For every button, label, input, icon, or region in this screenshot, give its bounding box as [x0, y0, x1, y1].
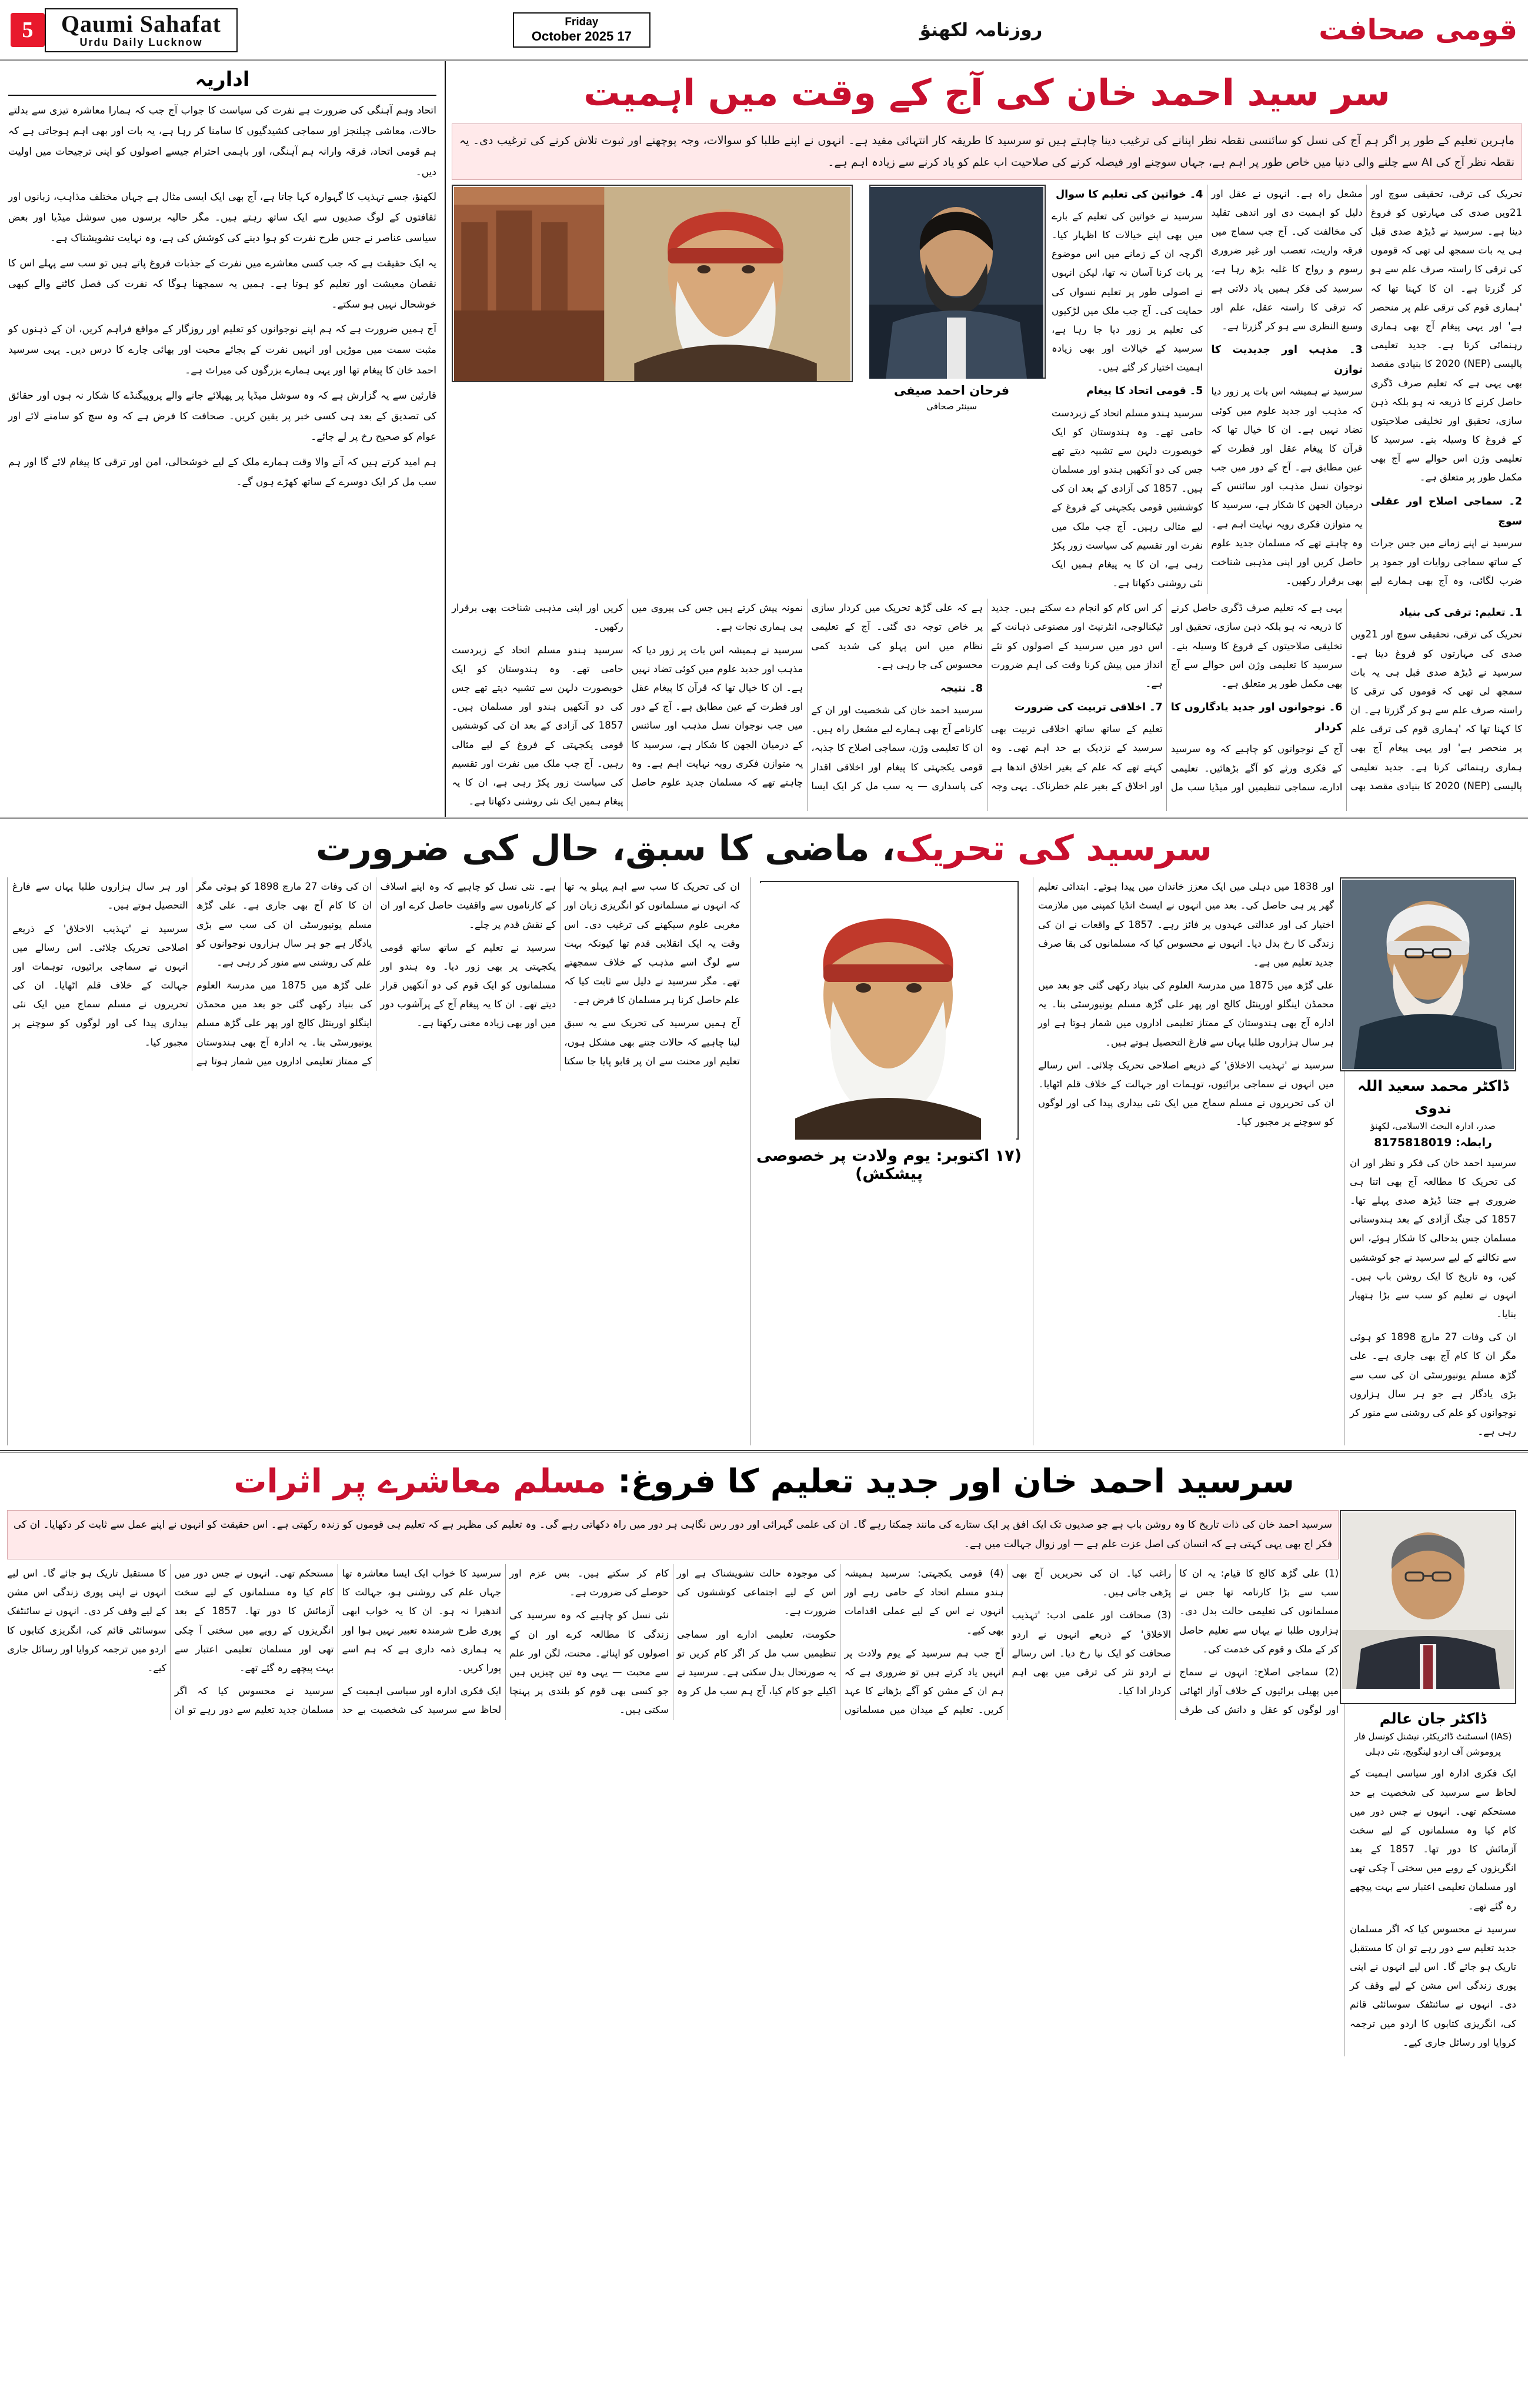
editorial-para: لکھنؤ، جسے تہذیب کا گہوارہ کہا جاتا ہے، آج بھی ایک ایسی مثال ہے جہاں مختلف مذاہب، زبانوں اور ثقافتوں کے لوگ صدیوں سے ایک ساتھ رہتے ہیں۔ مگر حالیہ برسوں میں سوشل میڈیا اور بعض سیاسی عناصر نے جس طرح نفرت کو ہوا دینے کی کوشش کی ہے، وہ نہایت تشویشناک ہے۔: [8, 191, 436, 245]
article-1-subhead: 4۔ خواتین کی تعلیم کا سوال: [1055, 188, 1203, 201]
article-3-para: سرسید نے محسوس کیا کہ اگر مسلمان جدید تعلیم سے دور رہے تو ان کا مستقبل تاریک ہو جائے گا۔ اس لیے انہوں نے اپنی پوری زندگی اس مشن کے لیے وقف کر دی۔ انہوں نے سائنٹفک سوسائٹی قائم کی، انگریزی کتابوں کا اردو میں ترجمہ کروایا اور رسائل جاری کیے۔: [1350, 1923, 1516, 2048]
article-3-para: نئی نسل کو چاہیے کہ وہ سرسید کی زندگی کا مطالعہ کرے اور ان کے اصولوں کو اپنائے۔ محنت، لگن اور علم سے محبت — یہی وہ تین چیزیں ہیں جو کسی بھی قوم کو بلندی پر پہنچا سکتی ہیں۔: [509, 1609, 669, 1716]
article-1-para: سرسید نے ہمیشہ اس بات پر زور دیا کہ مذہب اور جدید علوم میں کوئی تضاد نہیں ہے۔ ان کا خیال تھا کہ قرآن کا پیغام عقل اور فطرت کے عین مطابق ہے۔ آج کے دور میں جب نوجوان نسل مذہب اور سائنس کے درمیان الجھن کا شکار ہے، سرسید کا یہ متوازن فکری رویہ نہایت اہم ہے۔ وہ چاہتے تھے کہ مسلمان جدید علوم حاصل کریں اور اپنی مذہبی شناخت بھی برقرار رکھیں۔: [1211, 386, 1363, 587]
headline-article-1: سر سید احمد خان کی آج کے وقت میں اہمیت: [583, 71, 1390, 114]
article-1-para: سرسید احمد خان کی شخصیت اور ان کے کارنامے آج بھی ہمارے لیے مشعل راہ ہیں۔ ان کا تعلیمی وژن، سماجی اصلاح کا جذبہ، قومی یکجہتی کا پیغام اور اخلاقی اقدار کی پاسداری — یہ سب مل کر ایک ایسا نمونہ پیش کرتے ہیں جس کی پیروی میں ہی ہماری نجات ہے۔: [631, 602, 983, 791]
article-3-para: حکومت، تعلیمی ادارے اور سماجی تنظیمیں سب مل کر اگر کام کریں تو یہ صورتحال بدل سکتی ہے۔ سرسید نے اکیلے جو کام کیا، آج ہم سب مل کر وہ کام کر سکتے ہیں۔ بس عزم اور حوصلے کی ضرورت ہے۔: [509, 1568, 836, 1697]
article-1-para: سرسید ہندو مسلم اتحاد کے زبردست حامی تھے۔ وہ ہندوستان کو ایک خوبصورت دلہن سے تشبیہ دیتے تھے جس کی دو آنکھیں ہندو اور مسلمان ہیں۔ 1857 کی آزادی کے بعد ان کی کوششیں قومی یکجہتی کے فروغ کے لیے مثالی رہیں۔ آج جب ملک میں نفرت اور تقسیم کی سیاست زور پکڑ رہی ہے، ان کا یہ پیغام ہمیں ایک نئی روشنی دکھاتا ہے۔: [452, 644, 623, 807]
photo-author-2: [1340, 877, 1516, 1071]
masthead: [0, 0, 1528, 61]
article-1-para: سرسید ہندو مسلم اتحاد کے زبردست حامی تھے۔ وہ ہندوستان کو ایک خوبصورت دلہن سے تشبیہ دیتے تھے جس کی دو آنکھیں ہندو اور مسلمان ہیں۔ 1857 کی آزادی کے بعد ان کی کوششیں قومی یکجہتی کے فروغ کے لیے مثالی رہیں۔ آج جب ملک میں نفرت اور تقسیم کی سیاست زور پکڑ رہی ہے، ان کا یہ پیغام ہمیں ایک نئی روشنی دکھاتا ہے۔: [1052, 407, 1203, 589]
article-2-para: علی گڑھ میں 1875 میں مدرسۃ العلوم کی بنیاد رکھی گئی جو بعد میں محمڈن اینگلو اورینٹل کالج اور پھر علی گڑھ مسلم یونیورسٹی بنا۔ یہ ادارہ آج بھی ہندوستان کے ممتاز تعلیمی اداروں میں شمار ہوتا ہے اور ہر سال ہزاروں طلبا یہاں سے فارغ التحصیل ہوتے ہیں۔: [1038, 980, 1334, 1048]
headline-2-red: سرسید کی تحریک: [895, 828, 1213, 870]
editorial-column: [0, 61, 445, 817]
article-1-para: تحریک کی ترقی، تحقیقی سوچ اور 21ویں صدی کی مہارتوں کو فروغ دینا ہے۔ سرسید نے ڈیڑھ صدی قبل ہی یہ بات سمجھ لی تھی کہ قوموں کی ترقی کا راستہ صرف علم سے ہو کر گزرتا ہے۔ ان کا کہنا تھا کہ 'ہماری قوم کی ترقی علم پر منحصر ہے' اور یہی پیغام آج بھی ہماری رہنمائی کرتا ہے۔ جدید تعلیمی پالیسی (NEP) 2020 کا بنیادی مقصد بھی یہی ہے کہ تعلیم صرف ڈگری حاصل کرنے کا ذریعہ نہ ہو بلکہ ذہن سازی، تحقیق اور تخلیقی صلاحیتوں کے فروغ کا وسیلہ بنے۔ سرسید کا تعلیمی وژن اس حوالے سے آج بھی مکمل طور پر متعلق ہے۔: [1370, 188, 1522, 483]
article-3-para: (3) صحافت اور علمی ادب: 'تہذیب الاخلاق' کے ذریعے انہوں نے اردو صحافت کو ایک نیا رخ دیا۔ اس رسالے نے اردو نثر کی ترقی میں بھی اہم کردار ادا کیا۔: [1012, 1609, 1172, 1697]
article-2-para: ان کی وفات 27 مارچ 1898 کو ہوئی مگر ان کا کام آج بھی جاری ہے۔ علی گڑھ مسلم یونیورسٹی ان کی سب سے بڑی یادگار ہے جو ہر سال ہزاروں نوجوانوں کو علم کی روشنی سے منور کر رہی ہے۔: [1350, 1331, 1517, 1438]
headline-3-red: مسلم معاشرے پر اثرات: [233, 1462, 606, 1501]
headline-2-black: ، ماضی کا سبق، حال کی ضرورت: [315, 828, 896, 870]
section-one-main: [445, 61, 1528, 817]
photo-author-1: [869, 185, 1046, 379]
editorial-para: یہ ایک حقیقت ہے کہ جب کسی معاشرے میں نفرت کے جذبات فروغ پاتے ہیں تو سب سے پہلے اس کا نقصان معیشت اور تعلیم کو ہوتا ہے۔ ہمیں یہ سمجھنا ہوگا کہ نفرت کی فصل کاٹنے والے کبھی خوشحال نہیں ہو سکتے۔: [8, 257, 436, 310]
section-one: [0, 61, 1528, 819]
article-2-para: ان کی وفات 27 مارچ 1898 کو ہوئی مگر ان کا کام آج بھی جاری ہے۔ علی گڑھ مسلم یونیورسٹی ان کی سب سے بڑی یادگار ہے جو ہر سال ہزاروں نوجوانوں کو علم کی روشنی سے منور کر رہی ہے۔: [196, 881, 372, 968]
page-number: 5: [11, 13, 45, 47]
author-3-name: ڈاکٹر جان عالم: [1379, 1709, 1487, 1727]
article-3-para: ایک فکری ادارہ اور سیاسی اہمیت کے لحاظ سے سرسید کی شخصیت بے حد مستحکم تھی۔ انہوں نے جس دور میں کام کیا وہ مسلمانوں کے لیے سخت آزمائش کا دور تھا۔ 1857 کے بعد انگریزوں کے رویے میں سختی آ چکی تھی اور مسلمان تعلیمی اعتبار سے بہت پیچھے رہ گئے تھے۔: [1350, 1768, 1516, 1912]
article-1-para: سرسید نے اپنے زمانے میں جس جرات کے ساتھ سماجی روایات اور جمود پر ضرب لگائی، وہ آج بھی ہمارے لیے مشعل راہ ہے۔ انہوں نے عقل اور دلیل کو اہمیت دی اور اندھی تقلید کی مخالفت کی۔ آج جب سماج میں فرقہ واریت، تعصب اور غیر ضروری رسوم و رواج کا غلبہ بڑھ رہا ہے، سرسید کی فکر ہمیں یاد دلاتی ہے کہ ترقی کا راستہ عقل، علم اور وسیع النظری سے ہو کر گزرتا ہے۔: [1211, 188, 1522, 587]
article-3-lead: سرسید احمد خان کی ذات تاریخ کا وہ روشن باب ہے جو صدیوں تک ایک افق پر ایک ستارے کی مانند چمکتا رہے گا۔ ان کی علمی گہرائی اور دور رس نگاہی ہر دور میں راہ دکھاتی رہے گی۔ وہ تعلیم کی مظہر ہے کہ تعلیم ہی قوموں کو زندہ رکھتی ہے۔ اس حقیقت کو انہوں نے اپنے عمل سے ثابت کر دکھایا۔ ان کی فکر اج بھی یہی کہتی ہے کہ انسان کی اصل عزت علم ہے — اور زوال جہالت میں ہے۔: [7, 1510, 1339, 1559]
section-2-kicker: (۱۷ اکتوبر: یوم ولادت پر خصوصی پیشکش): [756, 1147, 1022, 1184]
article-2-para: سرسید نے 'تہذیب الاخلاق' کے ذریعے اصلاحی تحریک چلائی۔ اس رسالے میں انہوں نے سماجی برائیوں، توہمات اور جہالت کے خلاف قلم اٹھایا۔ ان کی تحریروں نے مسلم سماج میں ایک نئی بیداری پیدا کی اور لوگوں کو سوچنے پر مجبور کیا۔: [1038, 1059, 1334, 1128]
masthead-urdu-title: قومی صحافت: [1319, 14, 1517, 46]
section-three: [0, 1452, 1528, 2056]
editorial-para: ہم امید کرتے ہیں کہ آنے والا وقت ہمارے ملک کے لیے خوشحالی، امن اور ترقی کا پیغام لائے گا اور ہم سب مل کر ایک دوسرے کے ساتھ کھڑے ہوں گے۔: [8, 456, 436, 489]
article-2-para: سرسید احمد خان کی فکر و نظر اور ان کی تحریک کا مطالعہ آج بھی اتنا ہی ضروری ہے جتنا ڈیڑھ صدی پہلے تھا۔ 1857 کی جنگ آزادی کے بعد ہندوستانی مسلمان جس بدحالی کا شکار ہوئے، اس سے نکالنے کے لیے سرسید نے جو کوششیں کیں، وہ تاریخ کا ایک روشن باب ہیں۔ انہوں نے تعلیم کو سب سے بڑا ہتھیار بنایا۔: [1350, 1157, 1516, 1320]
brand-box: [45, 8, 238, 52]
masthead-urdu-subtitle: روزنامہ لکھنؤ: [919, 19, 1043, 41]
article-2-para: آج ہمیں سرسید کی تحریک سے یہ سبق لینا چاہیے کہ حالات جتنے بھی مشکل ہوں، تعلیم اور محنت سے ان پر قابو پایا جا سکتا ہے۔ نئی نسل کو چاہیے کہ وہ اپنے اسلاف کے کارناموں سے واقفیت حاصل کرے اور ان کے نقش قدم پر چلے۔: [380, 881, 740, 1067]
editorial-divider: [8, 95, 436, 96]
article-2-para: سرسید نے تعلیم کے ساتھ ساتھ قومی یکجہتی پر بھی زور دیا۔ وہ ہندو اور مسلمانوں کو ایک قوم کی دو آنکھیں قرار دیتے تھے۔ ان کا یہ پیغام آج کے پرآشوب دور میں اور بھی زیادہ معنی رکھتا ہے۔: [380, 941, 556, 1029]
article-1-subhead: 8۔ نتیجہ: [940, 682, 983, 694]
article-1-subhead: 1۔ تعلیم: ترقی کی بنیاد: [1399, 607, 1522, 619]
article-1-subhead: 7۔ اخلاقی تربیت کی ضرورت: [1014, 702, 1163, 714]
article-2-para: ان کی تحریک کا سب سے اہم پہلو یہ تھا کہ انہوں نے مسلمانوں کو انگریزی زبان اور مغربی علوم سیکھنے کی ترغیب دی۔ اس وقت یہ ایک انقلابی قدم تھا کیونکہ بہت سے لوگ اسے مذہب کے خلاف سمجھتے تھے۔ مگر سرسید نے دلیل سے ثابت کیا کہ علم حاصل کرنا ہر مسلمان کا فرض ہے۔: [564, 881, 740, 1006]
author-block-3: [1350, 1708, 1516, 1760]
article-3-para: (1) علی گڑھ کالج کا قیام: یہ ان کا سب سے بڑا کارنامہ تھا جس نے مسلمانوں کی تعلیمی حالت بدل دی۔ ہزاروں طلبا نے یہاں سے تعلیم حاصل کر کے ملک و قوم کی خدمت کی۔: [1179, 1568, 1339, 1655]
date-day: Friday: [565, 16, 599, 28]
article-1-para: تعلیم کے ساتھ ساتھ اخلاقی تربیت بھی سرسید کے نزدیک بے حد اہم تھی۔ وہ کہتے تھے کہ علم کے بغیر اخلاق اندھا ہے اور اخلاق کے بغیر علم خطرناک۔ یہی وجہ ہے کہ علی گڑھ تحریک میں کردار سازی پر خاص توجہ دی گئی۔ آج کے تعلیمی نظام میں اس پہلو کی شدید کمی محسوس کی جا رہی ہے۔: [811, 602, 1163, 791]
article-3-para: (2) سماجی اصلاح: انہوں نے سماج میں پھیلی برائیوں کے خلاف آواز اٹھائی اور لوگوں کو عقل و دانش کی طرف راغب کیا۔ ان کی تحریریں آج بھی پڑھی جاتی ہیں۔: [1012, 1568, 1339, 1716]
editorial-para: اتحاد وہم آہنگی کی ضرورت ہے نفرت کی سیاست کا جواب آج جب کہ ہمارا معاشرہ تیزی سے بدلتے حالات، معاشی چیلنجز اور سماجی کشیدگیوں کا سامنا کر رہا ہے، یہ بات اور بھی اہم ہوجاتی ہے کہ ہم قومی اتحاد، فرقہ وارانہ ہم آہنگی، اور باہمی احترام جیسے اصولوں کو اپنی ترجیحات میں اولیت دیں۔: [8, 105, 436, 178]
author-2-desc: صدر، ادارہ البحث الاسلامی، لکھنؤ: [1370, 1121, 1496, 1132]
photo-sir-syed-2: [760, 881, 1019, 1140]
article-3-para: (4) قومی یکجہتی: سرسید ہمیشہ ہندو مسلم اتحاد کے حامی رہے اور انہوں نے اس کے لیے عملی اقدامات بھی کیے۔: [844, 1568, 1004, 1636]
author-1-desc: سینئر صحافی: [926, 401, 977, 412]
article-1-subhead: 2۔ سماجی اصلاح اور عقلی سوچ: [1370, 495, 1522, 527]
photo-caption-1: [858, 382, 1046, 413]
article-1-para: سرسید نے خواتین کی تعلیم کے بارے میں بھی اپنے خیالات کا اظہار کیا۔ اگرچہ ان کے زمانے میں اس موضوع پر بات کرنا آسان نہ تھا، لیکن انہوں نے اصولی طور پر تعلیم نسواں کی حمایت کی۔ آج جب ملک میں لڑکیوں کی تعلیم پر زور دیا جا رہا ہے، سرسید کے خیالات اور بھی زیادہ اہمیت اختیار کر گئے ہیں۔: [1052, 210, 1203, 373]
article-1-para: تحریک کی ترقی، تحقیقی سوچ اور 21ویں صدی کی مہارتوں کو فروغ دینا ہے۔ سرسید نے ڈیڑھ صدی قبل ہی یہ بات سمجھ لی تھی کہ قوموں کی ترقی کا راستہ صرف علم سے ہو کر گزرتا ہے۔ ان کا کہنا تھا کہ 'ہماری قوم کی ترقی علم پر منحصر ہے' اور یہی پیغام آج بھی ہماری رہنمائی کرتا ہے۔ جدید تعلیمی پالیسی (NEP) 2020 کا بنیادی مقصد بھی یہی ہے کہ تعلیم صرف ڈگری حاصل کرنے کا ذریعہ نہ ہو بلکہ ذہن سازی، تحقیق اور تخلیقی صلاحیتوں کے فروغ کا وسیلہ بنے۔ سرسید کا تعلیمی وژن اس حوالے سے آج بھی مکمل طور پر متعلق ہے۔: [1170, 602, 1522, 791]
article-1-para: آج کے نوجوانوں کو چاہیے کہ وہ سرسید کے فکری ورثے کو آگے بڑھائیں۔ تعلیمی ادارے، سماجی تنظیمیں اور میڈیا سب مل کر اس کام کو انجام دے سکتے ہیں۔ جدید ٹیکنالوجی، انٹرنیٹ اور مصنوعی ذہانت کے اس دور میں سرسید کے اصولوں کو نئے انداز میں پیش کرنا وقت کی اہم ضرورت ہے۔: [991, 602, 1343, 793]
author-1-name: فرحان احمد صیفی: [893, 383, 1010, 398]
article-2-para: سرسید نے 'تہذیب الاخلاق' کے ذریعے اصلاحی تحریک چلائی۔ اس رسالے میں انہوں نے سماجی برائیوں، توہمات اور جہالت کے خلاف قلم اٹھایا۔ ان کی تحریروں نے مسلم سماج میں ایک نئی بیداری پیدا کی اور لوگوں کو سوچنے پر مجبور کیا۔: [12, 923, 188, 1048]
article-3-para: سرسید نے محسوس کیا کہ اگر مسلمان جدید تعلیم سے دور رہے تو ان کا مستقبل تاریک ہو جائے گا۔ اس لیے انہوں نے اپنی پوری زندگی اس مشن کے لیے وقف کر دی۔ انہوں نے سائنٹفک سوسائٹی قائم کی، انگریزی کتابوں کا اردو میں ترجمہ کروایا اور رسائل جاری کیے۔: [7, 1568, 334, 1716]
author-2-name: ڈاکٹر محمد سعید اللہ ندوی: [1357, 1077, 1509, 1117]
article-1-subhead: 5۔ قومی اتحاد کا پیغام: [1086, 385, 1203, 398]
author-block-2: [1350, 1075, 1516, 1441]
headline-3-black: سرسید احمد خان اور جدید تعلیم کا فروغ:: [606, 1462, 1295, 1501]
headline-article-3: [0, 1452, 1528, 1510]
editorial-para: آج ہمیں ضرورت ہے کہ ہم اپنے نوجوانوں کو تعلیم اور روزگار کے مواقع فراہم کریں، ان کے ذہنوں کو مثبت سمت میں موڑیں اور انہیں نفرت کے بجائے محبت اور بھائی چارے کا درس دیں۔ یہی سرسید احمد خان کا پیغام تھا اور یہی ہمارے بزرگوں کی میراث ہے۔: [8, 323, 436, 377]
article-1-subhead: 3۔ مذہب اور جدیدیت کا توازن: [1211, 344, 1363, 376]
photo-author-3: [1340, 1510, 1516, 1704]
article-3-para: آج جب ہم سرسید کے یوم ولادت پر انہیں یاد کرتے ہیں تو ضروری ہے کہ ہم ان کے مشن کو آگے بڑھانے کا عہد کریں۔ تعلیم کے میدان میں مسلمانوں کی موجودہ حالت تشویشناک ہے اور اس کے لیے اجتماعی کوششوں کی ضرورت ہے۔: [677, 1568, 1004, 1716]
article-1-subhead: 6۔ نوجوانوں اور جدید یادگاروں کا کردار: [1170, 702, 1343, 734]
article-2-para: اور 1838 میں دہلی میں ایک معزز خاندان میں پیدا ہوئے۔ ابتدائی تعلیم گھر پر ہی حاصل کی۔ بعد میں انہوں نے ایسٹ انڈیا کمپنی میں ملازمت اختیار کی اور عدالتی عہدوں پر فائز رہے۔ 1857 کے واقعات نے ان کی زندگی کا رخ بدل دیا۔ انہوں نے محسوس کیا کہ مسلمانوں کی بقا صرف جدید تعلیم میں ہے۔: [1038, 881, 1335, 968]
editorial-title: اداریہ: [195, 68, 250, 91]
brand-subtitle: Urdu Daily Lucknow: [79, 36, 203, 48]
article-1-para: سرسید نے ہمیشہ اس بات پر زور دیا کہ مذہب اور جدید علوم میں کوئی تضاد نہیں ہے۔ ان کا خیال تھا کہ قرآن کا پیغام عقل اور فطرت کے عین مطابق ہے۔ آج کے دور میں جب نوجوان نسل مذہب اور سائنس کے درمیان الجھن کا شکار ہے، سرسید کا یہ متوازن فکری رویہ نہایت اہم ہے۔ وہ چاہتے تھے کہ مسلمان جدید علوم حاصل کریں اور اپنی مذہبی شناخت بھی برقرار رکھیں۔: [452, 602, 803, 788]
date-full: 17 October 2025: [531, 29, 632, 44]
article-1-intro: ماہرین تعلیم کے طور پر اگر ہم آج کی نسل کو سائنسی نقطہ نظر اپنانے کی ترغیب دینا چاہتے ہیں تو سرسید کا طریقہ کار انتہائی مفید ہے۔ انہوں نے اپنے طلبا کو سوالات، وجہ پوچھنے اور ثبوت تلاش کرنے کی ترغیب دی۔ یہ نقطہ نظر آج کی AI سے چلنے والی دنیا میں خاص طور پر اہم ہے، جہاں سوچنے اور فیصلہ کرنے کی صلاحیت اب علم کو یاد کرنے سے زیادہ اہم ہے۔: [452, 123, 1522, 180]
author-3-desc: (IAS) اسسٹنٹ ڈائریکٹر، نیشنل کونسل فار پروموشن آف اردو لینگویج، نئی دہلی: [1354, 1731, 1512, 1757]
article-2-para: علی گڑھ میں 1875 میں مدرسۃ العلوم کی بنیاد رکھی گئی جو بعد میں محمڈن اینگلو اورینٹل کالج اور پھر علی گڑھ مسلم یونیورسٹی بنا۔ یہ ادارہ آج بھی ہندوستان کے ممتاز تعلیمی اداروں میں شمار ہوتا ہے اور ہر سال ہزاروں طلبا یہاں سے فارغ التحصیل ہوتے ہیں۔: [12, 881, 372, 1067]
section-two: [0, 819, 1528, 1452]
author-2-phone: رابطہ: 8175818019: [1374, 1135, 1492, 1149]
photo-sir-syed-main: [452, 185, 853, 382]
article-3-para: سرسید کا خواب ایک ایسا معاشرہ تھا جہاں علم کی روشنی ہو، جہالت کا اندھیرا نہ ہو۔ ان کا یہ خواب ابھی پوری طرح شرمندہ تعبیر نہیں ہوا اور یہ ہماری ذمہ داری ہے کہ ہم اسے پورا کریں۔: [342, 1568, 502, 1674]
brand-title: Qaumi Sahafat: [61, 10, 221, 37]
editorial-para: قارئین سے یہ گزارش ہے کہ وہ سوشل میڈیا پر پھیلائے جانے والے پروپیگنڈے کا شکار نہ ہوں اور حقائق کی تصدیق کے بعد ہی کسی خبر پر یقین کریں۔ صحافت کا فرض ہے کہ وہ سچ کو سامنے لائے اور عوام کو صحیح رخ پر لے جائے۔: [8, 389, 436, 443]
date-box: [513, 12, 650, 48]
article-3-para: ایک فکری ادارہ اور سیاسی اہمیت کے لحاظ سے سرسید کی شخصیت بے حد مستحکم تھی۔ انہوں نے جس دور میں کام کیا وہ مسلمانوں کے لیے سخت آزمائش کا دور تھا۔ 1857 کے بعد انگریزوں کے رویے میں سختی آ چکی تھی اور مسلمان تعلیمی اعتبار سے بہت پیچھے رہ گئے تھے۔: [174, 1568, 502, 1716]
headline-article-2: [0, 819, 1528, 877]
